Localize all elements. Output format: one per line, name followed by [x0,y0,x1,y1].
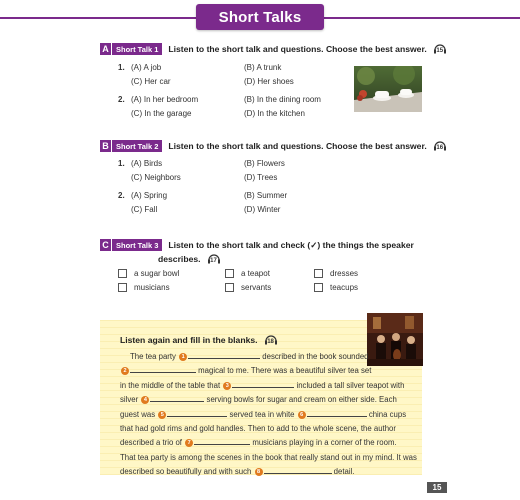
option-b[interactable]: (B) Summer [244,191,288,200]
passage-line: 2 magical to me. There was a beautiful silver tea set [120,364,420,378]
checklist-item[interactable] [118,283,170,292]
section-tag: Short Talk 3 [112,239,162,251]
page-title: Short Talks [218,8,302,26]
checklist-label: servants [241,283,272,292]
option-a[interactable]: (A) A job [131,63,162,72]
track-number: 15 [436,48,444,54]
section-letter: C [100,239,111,251]
blank-input[interactable] [194,436,250,445]
checkbox[interactable] [314,283,323,292]
checklist-item[interactable] [225,269,270,278]
checklist-item[interactable] [314,269,358,278]
audio-track-badge[interactable] [264,333,278,347]
blank-input[interactable] [167,408,227,417]
blank-input[interactable] [130,364,196,373]
option-a[interactable]: (A) Birds [131,159,163,168]
section-letter: A [100,43,111,55]
question-number: 1. [118,159,125,168]
audio-track-badge[interactable] [433,42,447,56]
passage-line: described a trio of 7 musicians playing in a corner of the room. [120,438,397,448]
section-instruction: Listen to the short talk and questions. Choose the best answer. [168,44,427,54]
passage-line: in the middle of the table that 3 included a tall silver teapot with [120,380,405,390]
passage-line: silver 4 serving bowls for sugar and cream on either side. Each [120,395,397,405]
blank-number: 3 [223,382,231,390]
tea-table-photo [354,66,422,112]
fill-header [120,333,278,347]
checklist-item[interactable] [225,283,271,292]
passage-line: guest was 5 served tea in white 6 china cups [120,409,407,419]
option-b[interactable]: (B) Flowers [244,159,285,168]
checkbox[interactable] [225,283,234,292]
passage-line: described so beautifully and with such 8 detail. [120,467,355,477]
section-b-header [100,139,447,153]
track-number: 17 [210,258,217,264]
blank-number: 6 [298,411,306,419]
option-d[interactable]: (D) Her shoes [244,77,294,86]
option-c[interactable]: (C) In the garage [131,109,192,118]
blank-number: 2 [121,367,129,375]
question-number: 2. [118,95,125,104]
track-number: 18 [267,339,274,345]
option-c[interactable]: (C) Her car [131,77,171,86]
section-letter: B [100,140,111,152]
section-tag: Short Talk 2 [112,140,162,152]
checkbox[interactable] [118,269,127,278]
blank-input[interactable] [188,350,260,359]
blank-input[interactable] [150,393,204,402]
blank-number: 4 [141,396,149,404]
option-d[interactable]: (D) Winter [244,205,281,214]
question-number: 1. [118,63,125,72]
blank-number: 8 [255,468,263,476]
section-c-header [100,238,414,252]
page-number: 15 [427,482,447,493]
blank-input[interactable] [307,408,367,417]
title-banner [196,4,324,30]
section-a-header [100,42,447,56]
question-number: 2. [118,191,125,200]
checklist-label: a teapot [241,269,270,278]
option-b[interactable]: (B) In the dining room [244,95,321,104]
checkbox[interactable] [225,269,234,278]
track-number: 16 [436,145,444,151]
option-d[interactable]: (D) Trees [244,173,278,182]
option-c[interactable]: (C) Fall [131,205,158,214]
section-tag: Short Talk 1 [112,43,162,55]
section-instruction: Listen to the short talk and questions. Choose the best answer. [168,141,427,151]
section-instruction: Listen to the short talk and check (✓) the things the speaker [168,239,414,250]
checklist-label: musicians [134,283,170,292]
option-a[interactable]: (A) Spring [131,191,168,200]
blank-number: 1 [179,353,187,361]
checkbox[interactable] [118,283,127,292]
option-a[interactable]: (A) In her bedroom [131,95,199,104]
option-c[interactable]: (C) Neighbors [131,173,181,182]
blank-number: 5 [158,411,166,419]
fill-title: Listen again and fill in the blanks. [120,335,258,345]
checklist-item[interactable] [314,283,358,292]
passage-line: The tea party 1 described in the book sounded [130,352,369,361]
option-b[interactable]: (B) A trunk [244,63,282,72]
checklist-label: teacups [330,283,359,292]
checklist-label: a sugar bowl [134,269,180,278]
blank-input[interactable] [264,465,332,474]
option-d[interactable]: (D) In the kitchen [244,109,305,118]
audio-track-badge[interactable] [207,252,221,266]
blank-number: 7 [185,439,193,447]
audio-track-badge[interactable] [433,139,447,153]
checklist-item[interactable] [118,269,179,278]
passage-line: That tea party is among the scenes in the book that really stand out in my mind. It was [120,452,417,462]
checkbox[interactable] [314,269,323,278]
passage-line: that had gold rims and gold handles. Then to add to the whole scene, the author [120,424,396,434]
fill-passage [120,350,420,480]
section-instruction-line2: describes. [158,254,201,264]
blank-input[interactable] [232,379,294,388]
checklist-label: dresses [330,269,359,278]
section-c-instruction-cont [158,252,221,266]
